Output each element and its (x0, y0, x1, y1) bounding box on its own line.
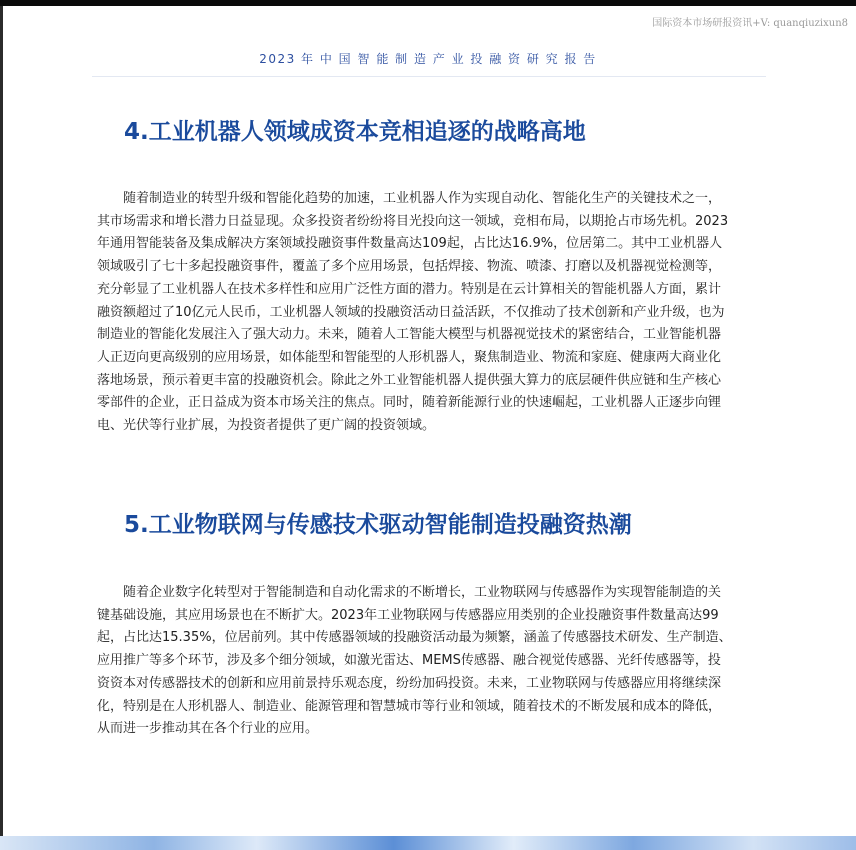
header-divider (92, 76, 766, 77)
paragraph-line: 应用推广等多个环节，涉及多个细分领域，如激光雷达、MEMS传感器、融合视觉传感器、光纤传感器等，投 (97, 653, 721, 669)
paragraph-line: 化，特别是在人形机器人、制造业、能源管理和智慧城市等行业和领域，随着技术的不断发展和成本的降低， (97, 698, 722, 714)
paragraph-line: 年通用智能装备及集成解决方案领域投融资事件数量高达109起，占比达16.9%，位居第二。其中工业机器人 (97, 236, 723, 252)
paragraph-line: 电、光伏等行业扩展，为投资者提供了更广阔的投资领域。 (97, 418, 436, 434)
paragraph-line: 从而进一步推动其在各个行业的应用。 (97, 721, 319, 737)
paragraph-line: 落地场景，预示着更丰富的投融资机会。除此之外工业智能机器人提供强大算力的底层硬件供应链和生产核心 (97, 372, 722, 388)
paragraph-line: 资资本对传感器技术的创新和应用前景持乐观态度，纷纷加码投资。未来，工业物联网与传感器应用将继续深 (97, 675, 722, 691)
section-5-heading: 5.工业物联网与传感技术驱动智能制造投融资热潮 (124, 512, 632, 538)
paragraph-line: 随着企业数字化转型对于智能制造和自动化需求的不断增长，工业物联网与传感器作为实现智能制造的关 (123, 585, 722, 600)
section-5-paragraph (97, 582, 759, 741)
bottom-decorative-band (0, 836, 856, 850)
paragraph-line: 融资额超过了10亿元人民币，工业机器人领域的投融资活动日益活跃，不仅推动了技术创新和产业升级，也为 (97, 304, 725, 320)
paragraph-line: 充分彰显了工业机器人在技术多样性和应用广泛性方面的潜力。特别是在云计算相关的智能机器人方面，累计 (97, 281, 722, 297)
paragraph-line: 起，占比达15.35%，位居前列。其中传感器领域的投融资活动最为频繁，涵盖了传感器技术研发、生产制造、 (97, 630, 732, 646)
top-border-bar (0, 0, 856, 6)
paragraph-line: 随着制造业的转型升级和智能化趋势的加速，工业机器人作为实现自动化、智能化生产的关键技术之一， (123, 191, 722, 206)
left-page-edge (0, 6, 3, 850)
paragraph-line: 零部件的企业，正日益成为资本市场关注的焦点。同时，随着新能源行业的快速崛起，工业机器人正逐步向锂 (97, 395, 722, 411)
paragraph-line: 其市场需求和增长潜力日益显现。众多投资者纷纷将目光投向这一领域，竞相布局，以期抢占市场先机。2023 (97, 213, 729, 229)
paragraph-line: 制造业的智能化发展注入了强大动力。未来，随着人工智能大模型与机器视觉技术的紧密结合，工业智能机器 (97, 327, 722, 343)
paragraph-line: 领域吸引了七十多起投融资事件，覆盖了多个应用场景，包括焊接、物流、喷漆、打磨以及机器视觉检测等， (97, 259, 722, 275)
paragraph-line: 键基础设施，其应用场景也在不断扩大。2023年工业物联网与传感器应用类别的企业投融资事件数量高达99 (97, 607, 719, 623)
report-running-header: 2023 年 中 国 智 能 制 造 产 业 投 融 资 研 究 报 告 (259, 52, 597, 66)
section-4-heading: 4.工业机器人领域成资本竞相追逐的战略高地 (124, 119, 586, 145)
section-4-paragraph (97, 188, 759, 438)
paragraph-line: 人正迈向更高级别的应用场景，如体能型和智能型的人形机器人，聚焦制造业、物流和家庭、健康两大商业化 (97, 349, 722, 365)
watermark-text: 国际资本市场研报资讯+V: quanqiuzixun8 (652, 18, 848, 29)
